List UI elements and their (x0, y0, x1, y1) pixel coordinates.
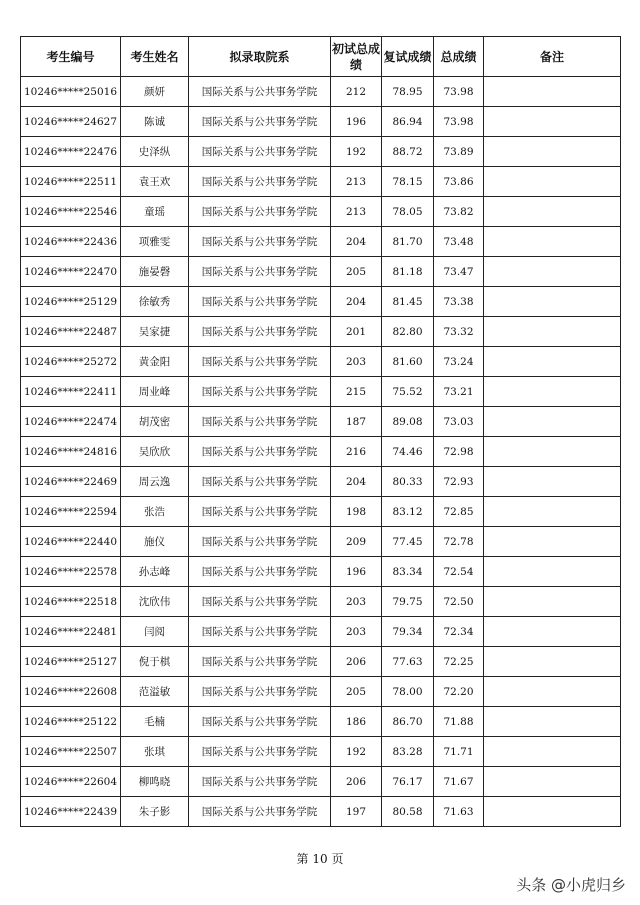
cell-retest-score: 78.00 (382, 677, 434, 707)
cell-remarks (484, 527, 621, 557)
cell-id: 10246*****22469 (21, 467, 121, 497)
table-row (21, 317, 621, 347)
cell-id: 10246*****22604 (21, 767, 121, 797)
cell-initial-score: 203 (331, 587, 382, 617)
admission-table (20, 36, 621, 827)
cell-retest-score: 79.75 (382, 587, 434, 617)
cell-name: 施晏磬 (121, 257, 189, 287)
cell-total-score: 73.38 (434, 287, 484, 317)
cell-remarks (484, 797, 621, 827)
cell-total-score: 73.98 (434, 77, 484, 107)
cell-total-score: 71.88 (434, 707, 484, 737)
cell-name: 胡茂密 (121, 407, 189, 437)
cell-retest-score: 78.05 (382, 197, 434, 227)
cell-total-score: 73.03 (434, 407, 484, 437)
cell-department: 国际关系与公共事务学院 (189, 287, 331, 317)
table-row (21, 707, 621, 737)
cell-initial-score: 197 (331, 797, 382, 827)
table-row (21, 527, 621, 557)
cell-name: 吴欣欣 (121, 437, 189, 467)
table-row (21, 767, 621, 797)
table-row (21, 797, 621, 827)
cell-id: 10246*****22578 (21, 557, 121, 587)
cell-id: 10246*****25127 (21, 647, 121, 677)
cell-remarks (484, 347, 621, 377)
cell-initial-score: 213 (331, 167, 382, 197)
cell-id: 10246*****22594 (21, 497, 121, 527)
cell-initial-score: 215 (331, 377, 382, 407)
cell-initial-score: 203 (331, 347, 382, 377)
cell-retest-score: 83.28 (382, 737, 434, 767)
cell-department: 国际关系与公共事务学院 (189, 707, 331, 737)
cell-initial-score: 192 (331, 137, 382, 167)
table-row (21, 107, 621, 137)
table-body (21, 77, 621, 827)
cell-total-score: 72.50 (434, 587, 484, 617)
cell-id: 10246*****22474 (21, 407, 121, 437)
cell-id: 10246*****22411 (21, 377, 121, 407)
table-row (21, 377, 621, 407)
cell-retest-score: 81.45 (382, 287, 434, 317)
cell-department: 国际关系与公共事务学院 (189, 317, 331, 347)
cell-department: 国际关系与公共事务学院 (189, 497, 331, 527)
cell-retest-score: 78.15 (382, 167, 434, 197)
table-row (21, 197, 621, 227)
cell-retest-score: 76.17 (382, 767, 434, 797)
cell-initial-score: 204 (331, 287, 382, 317)
cell-retest-score: 88.72 (382, 137, 434, 167)
cell-remarks (484, 647, 621, 677)
table-row (21, 677, 621, 707)
col-header-department: 拟录取院系 (189, 37, 331, 77)
cell-name: 张浩 (121, 497, 189, 527)
cell-name: 周业峰 (121, 377, 189, 407)
table-row (21, 257, 621, 287)
cell-retest-score: 75.52 (382, 377, 434, 407)
cell-remarks (484, 227, 621, 257)
cell-initial-score: 205 (331, 677, 382, 707)
cell-department: 国际关系与公共事务学院 (189, 257, 331, 287)
cell-department: 国际关系与公共事务学院 (189, 767, 331, 797)
cell-retest-score: 77.63 (382, 647, 434, 677)
table-row (21, 497, 621, 527)
cell-total-score: 72.25 (434, 647, 484, 677)
cell-total-score: 72.93 (434, 467, 484, 497)
cell-name: 童瑶 (121, 197, 189, 227)
cell-initial-score: 196 (331, 107, 382, 137)
cell-name: 范溢敏 (121, 677, 189, 707)
cell-id: 10246*****22476 (21, 137, 121, 167)
page-number: 第 10 页 (296, 852, 344, 866)
cell-retest-score: 74.46 (382, 437, 434, 467)
cell-initial-score: 196 (331, 557, 382, 587)
cell-retest-score: 80.33 (382, 467, 434, 497)
cell-total-score: 72.78 (434, 527, 484, 557)
cell-total-score: 73.47 (434, 257, 484, 287)
cell-name: 毛楠 (121, 707, 189, 737)
cell-remarks (484, 437, 621, 467)
cell-name: 孙志峰 (121, 557, 189, 587)
cell-id: 10246*****22481 (21, 617, 121, 647)
cell-name: 张琪 (121, 737, 189, 767)
cell-initial-score: 187 (331, 407, 382, 437)
table-row (21, 647, 621, 677)
cell-retest-score: 86.94 (382, 107, 434, 137)
cell-total-score: 73.24 (434, 347, 484, 377)
cell-retest-score: 81.70 (382, 227, 434, 257)
cell-initial-score: 186 (331, 707, 382, 737)
cell-total-score: 71.67 (434, 767, 484, 797)
cell-department: 国际关系与公共事务学院 (189, 617, 331, 647)
cell-remarks (484, 257, 621, 287)
cell-remarks (484, 377, 621, 407)
cell-id: 10246*****22436 (21, 227, 121, 257)
table-row (21, 557, 621, 587)
cell-department: 国际关系与公共事务学院 (189, 647, 331, 677)
cell-id: 10246*****22439 (21, 797, 121, 827)
cell-initial-score: 201 (331, 317, 382, 347)
cell-initial-score: 206 (331, 767, 382, 797)
col-header-id: 考生编号 (21, 37, 121, 77)
cell-total-score: 72.20 (434, 677, 484, 707)
col-header-remarks: 备注 (484, 37, 621, 77)
cell-initial-score: 203 (331, 617, 382, 647)
cell-name: 柳鸣晓 (121, 767, 189, 797)
cell-remarks (484, 737, 621, 767)
cell-total-score: 73.82 (434, 197, 484, 227)
cell-department: 国际关系与公共事务学院 (189, 347, 331, 377)
cell-remarks (484, 467, 621, 497)
cell-retest-score: 80.58 (382, 797, 434, 827)
cell-department: 国际关系与公共事务学院 (189, 677, 331, 707)
cell-department: 国际关系与公共事务学院 (189, 527, 331, 557)
cell-total-score: 71.63 (434, 797, 484, 827)
cell-name: 朱子影 (121, 797, 189, 827)
cell-department: 国际关系与公共事务学院 (189, 437, 331, 467)
cell-name: 颜妍 (121, 77, 189, 107)
cell-initial-score: 209 (331, 527, 382, 557)
cell-initial-score: 192 (331, 737, 382, 767)
cell-total-score: 73.48 (434, 227, 484, 257)
cell-initial-score: 212 (331, 77, 382, 107)
cell-retest-score: 77.45 (382, 527, 434, 557)
cell-department: 国际关系与公共事务学院 (189, 77, 331, 107)
cell-id: 10246*****22487 (21, 317, 121, 347)
table-row (21, 77, 621, 107)
cell-total-score: 73.32 (434, 317, 484, 347)
table-row (21, 227, 621, 257)
cell-retest-score: 81.60 (382, 347, 434, 377)
table-row (21, 467, 621, 497)
cell-retest-score: 83.12 (382, 497, 434, 527)
cell-name: 陈诚 (121, 107, 189, 137)
cell-remarks (484, 167, 621, 197)
cell-id: 10246*****22470 (21, 257, 121, 287)
cell-total-score: 72.54 (434, 557, 484, 587)
cell-id: 10246*****22546 (21, 197, 121, 227)
cell-name: 黄金阳 (121, 347, 189, 377)
cell-name: 倪于棋 (121, 647, 189, 677)
cell-name: 周云逸 (121, 467, 189, 497)
cell-total-score: 73.98 (434, 107, 484, 137)
cell-department: 国际关系与公共事务学院 (189, 377, 331, 407)
table-row (21, 437, 621, 467)
cell-remarks (484, 497, 621, 527)
cell-initial-score: 205 (331, 257, 382, 287)
cell-name: 沈欣伟 (121, 587, 189, 617)
table-row (21, 167, 621, 197)
cell-retest-score: 81.18 (382, 257, 434, 287)
cell-retest-score: 82.80 (382, 317, 434, 347)
table-row (21, 407, 621, 437)
cell-id: 10246*****25129 (21, 287, 121, 317)
cell-department: 国际关系与公共事务学院 (189, 557, 331, 587)
cell-remarks (484, 767, 621, 797)
cell-retest-score: 86.70 (382, 707, 434, 737)
cell-id: 10246*****22608 (21, 677, 121, 707)
cell-remarks (484, 107, 621, 137)
cell-initial-score: 204 (331, 467, 382, 497)
cell-retest-score: 83.34 (382, 557, 434, 587)
cell-id: 10246*****25122 (21, 707, 121, 737)
cell-retest-score: 89.08 (382, 407, 434, 437)
cell-total-score: 72.98 (434, 437, 484, 467)
cell-remarks (484, 617, 621, 647)
cell-remarks (484, 287, 621, 317)
cell-remarks (484, 557, 621, 587)
cell-id: 10246*****24816 (21, 437, 121, 467)
cell-remarks (484, 77, 621, 107)
cell-department: 国际关系与公共事务学院 (189, 227, 331, 257)
table-row (21, 587, 621, 617)
cell-name: 项雅雯 (121, 227, 189, 257)
col-header-initial-score: 初试总成绩 (331, 37, 382, 77)
cell-id: 10246*****22518 (21, 587, 121, 617)
cell-remarks (484, 197, 621, 227)
cell-id: 10246*****22507 (21, 737, 121, 767)
cell-remarks (484, 707, 621, 737)
cell-total-score: 73.89 (434, 137, 484, 167)
cell-department: 国际关系与公共事务学院 (189, 737, 331, 767)
cell-name: 施仪 (121, 527, 189, 557)
cell-initial-score: 198 (331, 497, 382, 527)
col-header-name: 考生姓名 (121, 37, 189, 77)
cell-department: 国际关系与公共事务学院 (189, 107, 331, 137)
cell-department: 国际关系与公共事务学院 (189, 197, 331, 227)
col-header-retest-score: 复试成绩 (382, 37, 434, 77)
cell-id: 10246*****25016 (21, 77, 121, 107)
cell-initial-score: 206 (331, 647, 382, 677)
cell-initial-score: 216 (331, 437, 382, 467)
cell-department: 国际关系与公共事务学院 (189, 137, 331, 167)
cell-retest-score: 78.95 (382, 77, 434, 107)
table-row (21, 617, 621, 647)
table-row (21, 287, 621, 317)
cell-name: 吴家捷 (121, 317, 189, 347)
cell-name: 袁王欢 (121, 167, 189, 197)
cell-department: 国际关系与公共事务学院 (189, 587, 331, 617)
table-row (21, 737, 621, 767)
cell-remarks (484, 407, 621, 437)
cell-department: 国际关系与公共事务学院 (189, 467, 331, 497)
cell-total-score: 72.34 (434, 617, 484, 647)
cell-initial-score: 204 (331, 227, 382, 257)
cell-department: 国际关系与公共事务学院 (189, 797, 331, 827)
cell-total-score: 71.71 (434, 737, 484, 767)
cell-total-score: 72.85 (434, 497, 484, 527)
cell-retest-score: 79.34 (382, 617, 434, 647)
cell-department: 国际关系与公共事务学院 (189, 167, 331, 197)
cell-department: 国际关系与公共事务学院 (189, 407, 331, 437)
cell-remarks (484, 587, 621, 617)
cell-name: 闫阅 (121, 617, 189, 647)
cell-id: 10246*****22511 (21, 167, 121, 197)
cell-initial-score: 213 (331, 197, 382, 227)
cell-id: 10246*****24627 (21, 107, 121, 137)
cell-name: 史泽纵 (121, 137, 189, 167)
cell-id: 10246*****22440 (21, 527, 121, 557)
cell-remarks (484, 677, 621, 707)
watermark-text: 头条 @小虎归乡 (516, 876, 626, 894)
table-row (21, 137, 621, 167)
cell-name: 徐敏秀 (121, 287, 189, 317)
header-row (21, 37, 621, 77)
cell-id: 10246*****25272 (21, 347, 121, 377)
cell-total-score: 73.21 (434, 377, 484, 407)
cell-remarks (484, 317, 621, 347)
cell-remarks (484, 137, 621, 167)
table-row (21, 347, 621, 377)
col-header-total-score: 总成绩 (434, 37, 484, 77)
cell-total-score: 73.86 (434, 167, 484, 197)
